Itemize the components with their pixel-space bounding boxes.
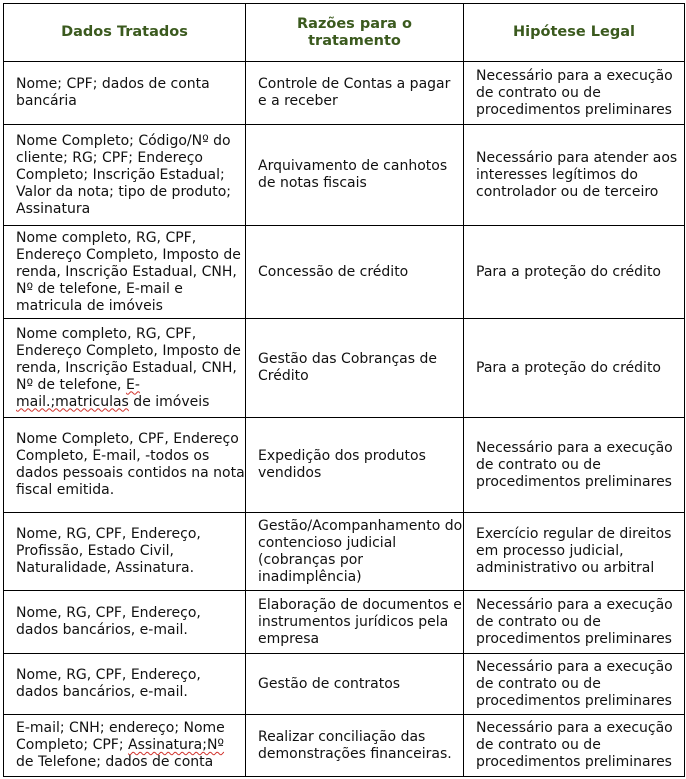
data-treatment-table [3,3,685,777]
cell-hipotese [464,715,685,777]
cell-razoes: Elaboração de documentos e instrumentos jurídicos pela empresa [246,591,464,654]
cell-razoes: Realizar conciliação das demonstrações financeiras. [246,715,464,777]
hipotese-line: Para a proteção do crédito [476,263,661,280]
cell-hipotese [464,125,685,226]
hipotese-line: Necessário para a execução [476,596,673,613]
cell-hipotese [464,654,685,715]
hipotese-line: de contrato ou de [476,84,601,101]
table-row [4,591,685,654]
hipotese-line: Exercício regular de direitos [476,526,672,542]
cell-dados [4,319,246,418]
cell-hipotese [464,591,685,654]
cell-razoes: Gestão/Acompanhamento do contencioso judicial (cobranças por inadimplência) [246,513,464,591]
table-row [4,319,685,418]
cell-razoes: Gestão das Cobranças de Crédito [246,319,464,418]
hipotese-line: procedimentos preliminares [476,473,672,490]
dados-text: E-mail; CNH; endereço; Nome Completo; CPF; [16,720,225,753]
cell-dados [4,715,246,777]
hipotese-line: Necessário para atender aos [476,149,678,166]
hipotese-line: de contrato ou de [476,675,601,692]
cell-hipotese [464,418,685,513]
cell-hipotese [464,226,685,319]
cell-dados: Nome, RG, CPF, Endereço, dados bancários, e-mail. [4,654,246,715]
hipotese-line: em processo judicial, [476,543,624,559]
hipotese-line: Necessário para a execução [476,67,673,84]
cell-razoes: Gestão de contratos [246,654,464,715]
hipotese-line: administrativo ou arbitral [476,560,655,576]
cell-hipotese [464,62,685,125]
header-hipotese-legal: Hipótese Legal [464,4,685,62]
cell-razoes: Concessão de crédito [246,226,464,319]
cell-dados: Nome, RG, CPF, Endereço, Profissão, Estado Civil, Naturalidade, Assinatura. [4,513,246,591]
table-row [4,513,685,591]
hipotese-line: controlador ou de terceiro [476,183,659,200]
cell-razoes: Arquivamento de canhotos de notas fiscais [246,125,464,226]
hipotese-line: procedimentos preliminares [476,692,672,709]
table-row [4,62,685,125]
hipotese-line: de contrato ou de [476,613,601,630]
table-row [4,654,685,715]
cell-dados: Nome; CPF; dados de conta bancária [4,62,246,125]
hipotese-line: Necessário para a execução [476,658,673,675]
cell-dados: Nome completo, RG, CPF, Endereço Completo, Imposto de renda, Inscrição Estadual, CNH, Nº de telefone, E-mail e matricula de imóveis [4,226,246,319]
header-row [4,4,685,62]
dados-text: de imóveis [128,393,210,410]
hipotese-line: Necessário para a execução [476,439,673,456]
cell-dados: Nome, RG, CPF, Endereço, dados bancários, e-mail. [4,591,246,654]
hipotese-line: procedimentos preliminares [476,754,672,770]
header-dados-tratados: Dados Tratados [4,4,246,62]
dados-text: Nome completo, RG, CPF, Endereço Completo, Imposto de renda, Inscrição Estadual, CNH, Nº de telefone, [16,325,241,393]
cell-hipotese [464,319,685,418]
spellcheck-mark: Assinatura;Nº [128,737,225,753]
table-row [4,715,685,777]
hipotese-line: de contrato ou de [476,737,601,753]
hipotese-line: de contrato ou de [476,456,601,473]
hipotese-line: Necessário para a execução [476,720,673,736]
dados-text: de Telefone; dados de conta [16,754,214,770]
cell-razoes: Controle de Contas a pagar e a receber [246,62,464,125]
cell-hipotese [464,513,685,591]
cell-dados: Nome Completo, CPF, Endereço Completo, E-mail, -todos os dados pessoais contidos na nota fiscal emitida. [4,418,246,513]
hipotese-line: Para a proteção do crédito [476,359,661,376]
table-row [4,418,685,513]
cell-razoes: Expedição dos produtos vendidos [246,418,464,513]
header-razoes: Razões para o tratamento [246,4,464,62]
spellcheck-mark: E-mail.;matriculas [16,376,140,410]
hipotese-line: procedimentos preliminares [476,101,672,118]
cell-dados: Nome Completo; Código/Nº do cliente; RG; CPF; Endereço Completo; Inscrição Estadual; Valor da nota; tipo de produto; Assinatura [4,125,246,226]
hipotese-line: interesses legítimos do [476,166,638,183]
table-row [4,226,685,319]
table-row [4,125,685,226]
hipotese-line: procedimentos preliminares [476,630,672,647]
